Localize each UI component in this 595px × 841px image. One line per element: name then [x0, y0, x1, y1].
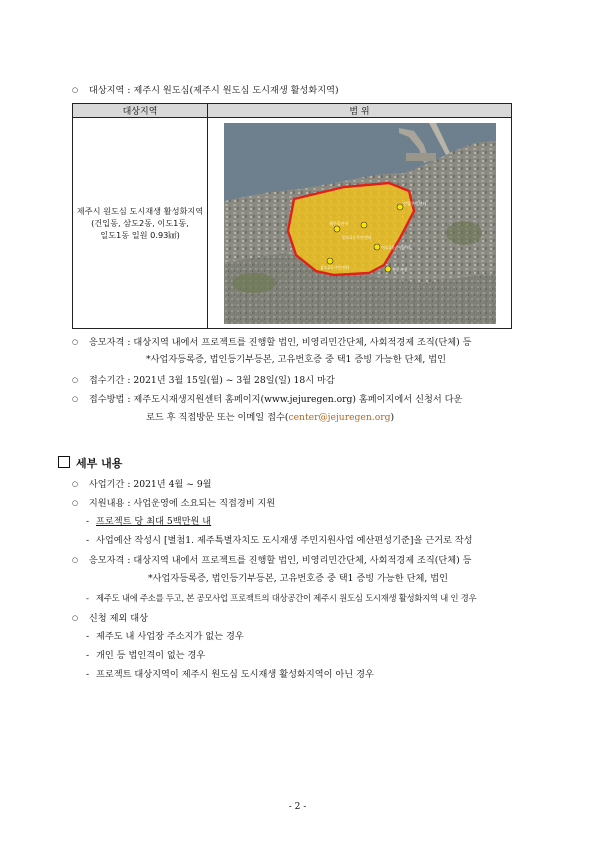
target-area-line-3: 일도1동 일원 0.93㎢) [100, 230, 180, 240]
target-area-label: 대상지역 [88, 85, 125, 96]
target-area-value: 제주시 원도심(제주시 원도심 도시재생 활성화지역) [133, 85, 339, 96]
detail-qual-sub-text: 제주도 내에 주소를 두고, 본 공모사업 프로젝트의 대상공간이 제주시 원도심 도시재생 활성화지역 내 인 경우 [96, 593, 477, 603]
circle-bullet-icon: ○ [72, 499, 79, 507]
email-link[interactable]: center@jejuregen.org [288, 412, 391, 423]
exclude-item-1: - 제주도 내 사업장 주소지가 없는 경우 [86, 631, 244, 642]
marker-label-ildo1: 일도1동주민센터 [341, 234, 372, 240]
marker-label-geonip: 건입주민센터 [402, 200, 426, 206]
marker-dongmun [385, 266, 408, 272]
qualification-value: 대상지역 내에서 프로젝트를 진행할 법인, 비영리민간단체, 사회적경제 조직(단체) 등 [133, 337, 472, 348]
page-number: - 2 - [288, 802, 307, 812]
detail-qual-line: ○ 응모자격 : 대상지역 내에서 프로젝트를 진행할 법인, 비영리민간단체, 사회적경제 조직(단체) 등 [72, 555, 472, 566]
exclude-item-2-text: 개인 등 법인격이 없는 경우 [96, 650, 206, 661]
support-line: ○ 지원내용 : 사업운영에 소요되는 직접경비 지원 [72, 498, 276, 509]
detail-qual-sub: - 제주도 내에 주소를 두고, 본 공모사업 프로젝트의 대상공간이 제주시 원도심 도시재생 활성화지역 내 인 경우 [86, 593, 477, 603]
table-header-target: 대상지역 [73, 104, 208, 118]
marker-label-ido1: 이도1동주민센터 [380, 244, 411, 250]
qualification-note: *사업자등록증, 법인등기부등본, 고유번호증 중 택1 증빙 가능한 단체, 법인 [146, 354, 446, 365]
exclude-line [72, 612, 148, 625]
target-area-line-1: 제주시 원도심 도시재생 활성화지역 [76, 206, 204, 216]
support-sub1-text: 프로젝트 당 최대 5백만원 내 [96, 516, 212, 527]
method-continue [146, 412, 394, 424]
aerial-map [224, 123, 496, 324]
period-line: ○ 접수기간 : 2021년 3월 15일(월) ~ 3월 28일(일) 18시 마감 [72, 375, 335, 386]
map-cell [208, 118, 512, 329]
table-header-range: 범 위 [208, 104, 512, 118]
circle-bullet-icon: ○ [72, 376, 79, 384]
marker-label-dongmun: 동문시장 [391, 266, 407, 272]
support-value: 사업운영에 소요되는 직접경비 지원 [133, 498, 276, 509]
exclude-item-3-text: 프로젝트 대상지역이 제주시 원도심 도시재생 활성화지역이 아닌 경우 [96, 669, 374, 680]
method-label: 접수방법 [88, 394, 125, 405]
target-area-line-2: (건입동, 삼도2동, 이도1동, [91, 218, 189, 228]
biz-period-label: 사업기간 [88, 479, 125, 490]
circle-bullet-icon: ○ [72, 86, 79, 94]
circle-bullet-icon: ○ [72, 395, 79, 403]
detail-qual-label: 응모자격 [88, 555, 125, 566]
circle-bullet-icon: ○ [72, 556, 79, 564]
method-line: ○ 접수방법 : 제주도시재생지원센터 홈페이지(www.jejuregen.org) 홈페이지에서 신청서 다운 [72, 394, 463, 405]
marker-label-samdo2: 삼도2동주민센터 [319, 264, 350, 270]
marker-ido1 [374, 244, 411, 250]
circle-bullet-icon: ○ [72, 480, 79, 488]
exclude-item-3: - 프로젝트 대상지역이 제주시 원도심 도시재생 활성화지역이 아닌 경우 [86, 669, 374, 680]
exclude-item-2: - 개인 등 법인격이 없는 경우 [86, 650, 206, 661]
circle-bullet-icon: ○ [72, 614, 79, 622]
section-title-text: 세부 내용 [76, 457, 123, 470]
square-bullet-icon [58, 456, 70, 468]
exclude-item-1-text: 제주도 내 사업장 주소지가 없는 경우 [96, 631, 244, 642]
biz-period-value: 2021년 4월 ~ 9월 [133, 479, 212, 490]
biz-period-line: ○ 사업기간 : 2021년 4월 ~ 9월 [72, 479, 212, 490]
period-label: 접수기간 [88, 375, 125, 386]
support-label: 지원내용 [88, 498, 125, 509]
circle-bullet-icon: ○ [72, 338, 79, 346]
section-title [58, 455, 122, 471]
method-continue-text: 로드 후 직접방문 또는 이메일 접수( [146, 412, 289, 423]
detail-qual-note: *사업자등록증, 법인등기부등본, 고유번호증 중 택1 증빙 가능한 단체, 법인 [148, 573, 448, 584]
support-sub2: - 사업예산 작성시 [별첨1. 제주특별자치도 도시재생 주민지원사업 예산편성기준]을 근거로 작성 [86, 535, 473, 546]
target-area-line: ○ 대상지역 : 제주시 원도심(제주시 원도심 도시재생 활성화지역) [72, 85, 339, 96]
marker-label-mokgwana: 제주목관아 [328, 220, 348, 226]
aerial-map-image [224, 123, 496, 324]
qualification-line: ○ 응모자격 : 대상지역 내에서 프로젝트를 진행할 법인, 비영리민간단체, 사회적경제 조직(단체) 등 [72, 337, 472, 348]
period-value: 2021년 3월 15일(월) ~ 3월 28일(일) 18시 마감 [133, 375, 335, 386]
qualification-label: 응모자격 [88, 337, 125, 348]
support-sub1: - 프로젝트 당 최대 5백만원 내 [86, 516, 212, 527]
method-value: 제주도시재생지원센터 홈페이지(www.jejuregen.org) 홈페이지에서 신청서 다운 [133, 394, 463, 405]
support-sub2-text: 사업예산 작성시 [별첨1. 제주특별자치도 도시재생 주민지원사업 예산편성기준]을 근거로 작성 [96, 535, 473, 546]
method-close-paren: ) [390, 412, 395, 423]
detail-qual-value: 대상지역 내에서 프로젝트를 진행할 법인, 비영리민간단체, 사회적경제 조직(단체) 등 [133, 555, 472, 566]
exclude-label: 신청 제외 대상 [88, 613, 149, 624]
target-area-table [72, 103, 512, 329]
target-area-cell [73, 118, 208, 329]
